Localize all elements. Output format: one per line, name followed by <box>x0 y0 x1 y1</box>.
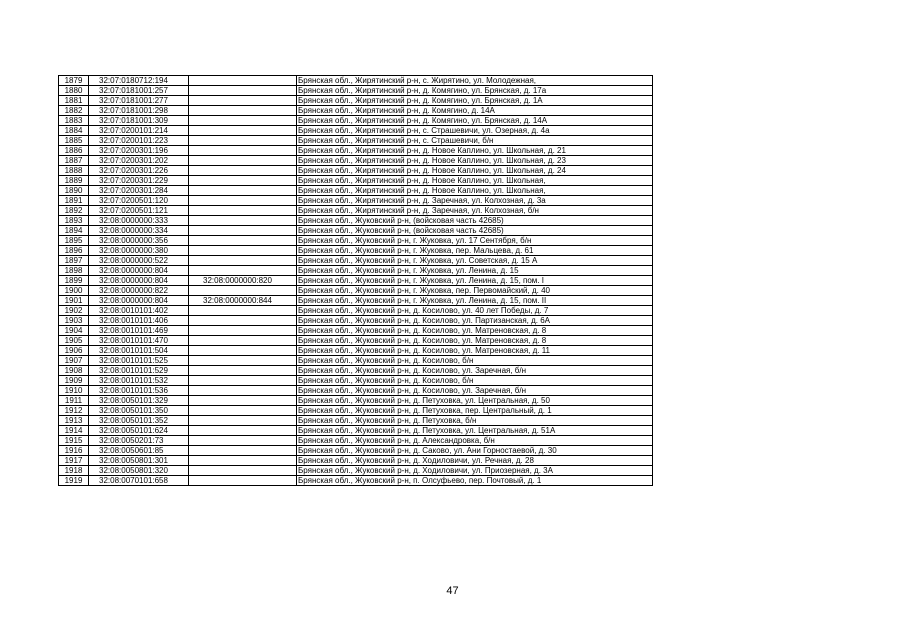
cadastral-number-cell: 32:08:0050201:73 <box>89 436 189 446</box>
table-row <box>59 406 653 416</box>
cadastral-number-cell: 32:07:0200301:196 <box>89 146 189 156</box>
address-cell: Брянская обл., Жуковский р-н, д. Александровка, б/н <box>297 436 653 446</box>
related-cadastral-number-cell <box>189 86 297 96</box>
address-cell: Брянская обл., Жуковский р-н, д. Петуховка, пер. Центральный, д. 1 <box>297 406 653 416</box>
table-row <box>59 426 653 436</box>
row-number-cell: 1886 <box>59 146 89 156</box>
cadastral-number-cell: 32:08:0010101:536 <box>89 386 189 396</box>
related-cadastral-number-cell <box>189 286 297 296</box>
row-number-cell: 1896 <box>59 246 89 256</box>
address-cell: Брянская обл., Жуковский р-н, д. Петуховка, б/н <box>297 416 653 426</box>
table-row <box>59 266 653 276</box>
cadastral-number-cell: 32:08:0050101:350 <box>89 406 189 416</box>
row-number-cell: 1885 <box>59 136 89 146</box>
row-number-cell: 1915 <box>59 436 89 446</box>
address-cell: Брянская обл., Жуковский р-н, г. Жуковка, пер. Мальцева, д. 61 <box>297 246 653 256</box>
address-cell: Брянская обл., Жирятинский р-н, д. Заречная, ул. Колхозная, д. 3а <box>297 196 653 206</box>
table-row <box>59 446 653 456</box>
cadastral-number-cell: 32:08:0000000:804 <box>89 276 189 286</box>
related-cadastral-number-cell: 32:08:0000000:820 <box>189 276 297 286</box>
cadastral-number-cell: 32:08:0050601:85 <box>89 446 189 456</box>
table-row <box>59 156 653 166</box>
row-number-cell: 1887 <box>59 156 89 166</box>
address-cell: Брянская обл., Жуковский р-н, г. Жуковка, ул. Ленина, д. 15, пом. II <box>297 296 653 306</box>
cadastral-number-cell: 32:08:0010101:504 <box>89 346 189 356</box>
related-cadastral-number-cell <box>189 236 297 246</box>
address-cell: Брянская обл., Жуковский р-н, д. Косилово, ул. 40 лет Победы, д. 7 <box>297 306 653 316</box>
address-cell: Брянская обл., Жуковский р-н, д. Косилово, ул. Матреновская, д. 8 <box>297 326 653 336</box>
related-cadastral-number-cell <box>189 396 297 406</box>
related-cadastral-number-cell <box>189 336 297 346</box>
related-cadastral-number-cell <box>189 266 297 276</box>
cadastral-number-cell: 32:07:0200101:214 <box>89 126 189 136</box>
row-number-cell: 1884 <box>59 126 89 136</box>
address-cell: Брянская обл., Жирятинский р-н, с. Страшевичи, ул. Озерная, д. 4а <box>297 126 653 136</box>
row-number-cell: 1881 <box>59 96 89 106</box>
related-cadastral-number-cell <box>189 206 297 216</box>
table-row <box>59 146 653 156</box>
cadastral-number-cell: 32:07:0181001:277 <box>89 96 189 106</box>
table-row <box>59 126 653 136</box>
address-cell: Брянская обл., Жирятинский р-н, д. Комягино, ул. Брянская, д. 17а <box>297 86 653 96</box>
related-cadastral-number-cell <box>189 386 297 396</box>
related-cadastral-number-cell <box>189 376 297 386</box>
cadastral-number-cell: 32:08:0000000:522 <box>89 256 189 266</box>
cadastral-number-cell: 32:08:0000000:380 <box>89 246 189 256</box>
address-cell: Брянская обл., Жирятинский р-н, д. Заречная, ул. Колхозная, б/н <box>297 206 653 216</box>
row-number-cell: 1880 <box>59 86 89 96</box>
related-cadastral-number-cell <box>189 126 297 136</box>
address-cell: Брянская обл., Жуковский р-н, (войсковая часть 42685) <box>297 216 653 226</box>
related-cadastral-number-cell <box>189 156 297 166</box>
table-row <box>59 296 653 306</box>
property-table-body <box>59 76 653 486</box>
row-number-cell: 1883 <box>59 116 89 126</box>
cadastral-number-cell: 32:08:0000000:804 <box>89 266 189 276</box>
cadastral-number-cell: 32:08:0000000:822 <box>89 286 189 296</box>
cadastral-number-cell: 32:08:0000000:356 <box>89 236 189 246</box>
cadastral-number-cell: 32:07:0181001:298 <box>89 106 189 116</box>
row-number-cell: 1908 <box>59 366 89 376</box>
address-cell: Брянская обл., Жуковский р-н, д. Петуховка, ул. Центральная, д. 50 <box>297 396 653 406</box>
address-cell: Брянская обл., Жуковский р-н, г. Жуковка, ул. Ленина, д. 15 <box>297 266 653 276</box>
table-row <box>59 216 653 226</box>
address-cell: Брянская обл., Жуковский р-н, д. Петуховка, ул. Центральная, д. 51А <box>297 426 653 436</box>
related-cadastral-number-cell <box>189 136 297 146</box>
address-cell: Брянская обл., Жирятинский р-н, д. Новое Каплино, ул. Школьная, д. 24 <box>297 166 653 176</box>
table-row <box>59 86 653 96</box>
cadastral-number-cell: 32:07:0200101:223 <box>89 136 189 146</box>
table-row <box>59 116 653 126</box>
cadastral-number-cell: 32:08:0000000:804 <box>89 296 189 306</box>
table-row <box>59 186 653 196</box>
address-cell: Брянская обл., Жуковский р-н, п. Олсуфьево, пер. Почтовый, д. 1 <box>297 476 653 486</box>
row-number-cell: 1910 <box>59 386 89 396</box>
cadastral-number-cell: 32:07:0200301:284 <box>89 186 189 196</box>
table-row <box>59 366 653 376</box>
related-cadastral-number-cell <box>189 326 297 336</box>
row-number-cell: 1891 <box>59 196 89 206</box>
cadastral-number-cell: 32:08:0010101:470 <box>89 336 189 346</box>
table-row <box>59 206 653 216</box>
related-cadastral-number-cell <box>189 416 297 426</box>
address-cell: Брянская обл., Жирятинский р-н, д. Новое Каплино, ул. Школьная, д. 23 <box>297 156 653 166</box>
address-cell: Брянская обл., Жуковский р-н, д. Косилово, б/н <box>297 356 653 366</box>
related-cadastral-number-cell <box>189 436 297 446</box>
cadastral-number-cell: 32:08:0010101:532 <box>89 376 189 386</box>
row-number-cell: 1895 <box>59 236 89 246</box>
row-number-cell: 1893 <box>59 216 89 226</box>
cadastral-number-cell: 32:08:0050101:352 <box>89 416 189 426</box>
related-cadastral-number-cell <box>189 456 297 466</box>
row-number-cell: 1889 <box>59 176 89 186</box>
table-row <box>59 436 653 446</box>
table-row <box>59 456 653 466</box>
address-cell: Брянская обл., Жирятинский р-н, д. Новое Каплино, ул. Школьная, <box>297 176 653 186</box>
row-number-cell: 1882 <box>59 106 89 116</box>
table-row <box>59 376 653 386</box>
address-cell: Брянская обл., Жирятинский р-н, д. Новое Каплино, ул. Школьная, <box>297 186 653 196</box>
table-row <box>59 106 653 116</box>
table-row <box>59 316 653 326</box>
related-cadastral-number-cell <box>189 106 297 116</box>
related-cadastral-number-cell <box>189 426 297 436</box>
address-cell: Брянская обл., Жуковский р-н, г. Жуковка, ул. Советская, д. 15 А <box>297 256 653 266</box>
row-number-cell: 1906 <box>59 346 89 356</box>
row-number-cell: 1911 <box>59 396 89 406</box>
table-row <box>59 346 653 356</box>
table-row <box>59 176 653 186</box>
row-number-cell: 1907 <box>59 356 89 366</box>
address-cell: Брянская обл., Жирятинский р-н, д. Новое Каплино, ул. Школьная, д. 21 <box>297 146 653 156</box>
related-cadastral-number-cell <box>189 216 297 226</box>
row-number-cell: 1918 <box>59 466 89 476</box>
related-cadastral-number-cell <box>189 466 297 476</box>
table-row <box>59 166 653 176</box>
related-cadastral-number-cell <box>189 256 297 266</box>
row-number-cell: 1894 <box>59 226 89 236</box>
table-row <box>59 306 653 316</box>
table-row <box>59 136 653 146</box>
table-row <box>59 386 653 396</box>
cadastral-number-cell: 32:08:0050801:301 <box>89 456 189 466</box>
table-row <box>59 96 653 106</box>
address-cell: Брянская обл., Жирятинский р-н, с. Жирятино, ул. Молодежная, <box>297 76 653 86</box>
table-row <box>59 416 653 426</box>
row-number-cell: 1914 <box>59 426 89 436</box>
cadastral-number-cell: 32:08:0000000:334 <box>89 226 189 236</box>
related-cadastral-number-cell <box>189 116 297 126</box>
related-cadastral-number-cell: 32:08:0000000:844 <box>189 296 297 306</box>
cadastral-number-cell: 32:08:0010101:525 <box>89 356 189 366</box>
address-cell: Брянская обл., Жуковский р-н, д. Косилово, ул. Заречная, б/н <box>297 386 653 396</box>
related-cadastral-number-cell <box>189 146 297 156</box>
cadastral-number-cell: 32:08:0050101:624 <box>89 426 189 436</box>
page-number: 47 <box>446 585 459 597</box>
related-cadastral-number-cell <box>189 306 297 316</box>
cadastral-number-cell: 32:07:0200501:120 <box>89 196 189 206</box>
cadastral-number-cell: 32:08:0010101:529 <box>89 366 189 376</box>
row-number-cell: 1900 <box>59 286 89 296</box>
related-cadastral-number-cell <box>189 76 297 86</box>
row-number-cell: 1917 <box>59 456 89 466</box>
row-number-cell: 1904 <box>59 326 89 336</box>
address-cell: Брянская обл., Жирятинский р-н, с. Страшевичи, б/н <box>297 136 653 146</box>
table-row <box>59 326 653 336</box>
address-cell: Брянская обл., Жуковский р-н, д. Ходиловичи, ул. Речная, д. 28 <box>297 456 653 466</box>
row-number-cell: 1903 <box>59 316 89 326</box>
row-number-cell: 1888 <box>59 166 89 176</box>
row-number-cell: 1897 <box>59 256 89 266</box>
row-number-cell: 1916 <box>59 446 89 456</box>
table-row <box>59 466 653 476</box>
table-row <box>59 236 653 246</box>
address-cell: Брянская обл., Жуковский р-н, г. Жуковка, ул. Ленина, д. 15, пом. I <box>297 276 653 286</box>
row-number-cell: 1892 <box>59 206 89 216</box>
table-row <box>59 286 653 296</box>
cadastral-number-cell: 32:08:0010101:406 <box>89 316 189 326</box>
row-number-cell: 1912 <box>59 406 89 416</box>
related-cadastral-number-cell <box>189 346 297 356</box>
related-cadastral-number-cell <box>189 476 297 486</box>
address-cell: Брянская обл., Жуковский р-н, д. Косилово, б/н <box>297 376 653 386</box>
cadastral-number-cell: 32:08:0050101:329 <box>89 396 189 406</box>
address-cell: Брянская обл., Жуковский р-н, д. Косилово, ул. Заречная, б/н <box>297 366 653 376</box>
address-cell: Брянская обл., Жуковский р-н, д. Косилово, ул. Матреновская, д. 11 <box>297 346 653 356</box>
cadastral-number-cell: 32:07:0181001:257 <box>89 86 189 96</box>
table-row <box>59 256 653 266</box>
related-cadastral-number-cell <box>189 246 297 256</box>
table-row <box>59 226 653 236</box>
cadastral-number-cell: 32:08:0010101:402 <box>89 306 189 316</box>
related-cadastral-number-cell <box>189 446 297 456</box>
row-number-cell: 1898 <box>59 266 89 276</box>
row-number-cell: 1890 <box>59 186 89 196</box>
table-row <box>59 476 653 486</box>
address-cell: Брянская обл., Жуковский р-н, (войсковая часть 42685) <box>297 226 653 236</box>
cadastral-number-cell: 32:08:0000000:333 <box>89 216 189 226</box>
cadastral-number-cell: 32:07:0200301:229 <box>89 176 189 186</box>
address-cell: Брянская обл., Жуковский р-н, д. Ходиловичи, ул. Приозерная, д. 3А <box>297 466 653 476</box>
row-number-cell: 1909 <box>59 376 89 386</box>
cadastral-number-cell: 32:07:0200301:226 <box>89 166 189 176</box>
row-number-cell: 1919 <box>59 476 89 486</box>
cadastral-number-cell: 32:07:0200501:121 <box>89 206 189 216</box>
related-cadastral-number-cell <box>189 366 297 376</box>
row-number-cell: 1913 <box>59 416 89 426</box>
related-cadastral-number-cell <box>189 316 297 326</box>
cadastral-number-cell: 32:08:0010101:469 <box>89 326 189 336</box>
table-row <box>59 76 653 86</box>
address-cell: Брянская обл., Жуковский р-н, д. Саково, ул. Ани Горностаевой, д. 30 <box>297 446 653 456</box>
related-cadastral-number-cell <box>189 196 297 206</box>
address-cell: Брянская обл., Жирятинский р-н, д. Комягино, д. 14А <box>297 106 653 116</box>
address-cell: Брянская обл., Жирятинский р-н, д. Комягино, ул. Брянская, д. 14А <box>297 116 653 126</box>
table-row <box>59 246 653 256</box>
related-cadastral-number-cell <box>189 226 297 236</box>
table-row <box>59 396 653 406</box>
related-cadastral-number-cell <box>189 176 297 186</box>
cadastral-number-cell: 32:08:0070101:658 <box>89 476 189 486</box>
table-row <box>59 276 653 286</box>
address-cell: Брянская обл., Жуковский р-н, г. Жуковка, пер. Первомайский, д. 40 <box>297 286 653 296</box>
related-cadastral-number-cell <box>189 96 297 106</box>
related-cadastral-number-cell <box>189 166 297 176</box>
table-row <box>59 356 653 366</box>
cadastral-number-cell: 32:07:0200301:202 <box>89 156 189 166</box>
property-table <box>58 75 653 486</box>
row-number-cell: 1905 <box>59 336 89 346</box>
row-number-cell: 1902 <box>59 306 89 316</box>
table-row <box>59 336 653 346</box>
row-number-cell: 1899 <box>59 276 89 286</box>
related-cadastral-number-cell <box>189 186 297 196</box>
table-row <box>59 196 653 206</box>
address-cell: Брянская обл., Жуковский р-н, г. Жуковка, ул. 17 Сентября, б/н <box>297 236 653 246</box>
cadastral-number-cell: 32:08:0050801:320 <box>89 466 189 476</box>
related-cadastral-number-cell <box>189 356 297 366</box>
address-cell: Брянская обл., Жуковский р-н, д. Косилово, ул. Матреновская, д. 8 <box>297 336 653 346</box>
cadastral-number-cell: 32:07:0181001:309 <box>89 116 189 126</box>
row-number-cell: 1879 <box>59 76 89 86</box>
cadastral-number-cell: 32:07:0180712:194 <box>89 76 189 86</box>
address-cell: Брянская обл., Жирятинский р-н, д. Комягино, ул. Брянская, д. 1А <box>297 96 653 106</box>
related-cadastral-number-cell <box>189 406 297 416</box>
address-cell: Брянская обл., Жуковский р-н, д. Косилово, ул. Партизанская, д. 6А <box>297 316 653 326</box>
row-number-cell: 1901 <box>59 296 89 306</box>
